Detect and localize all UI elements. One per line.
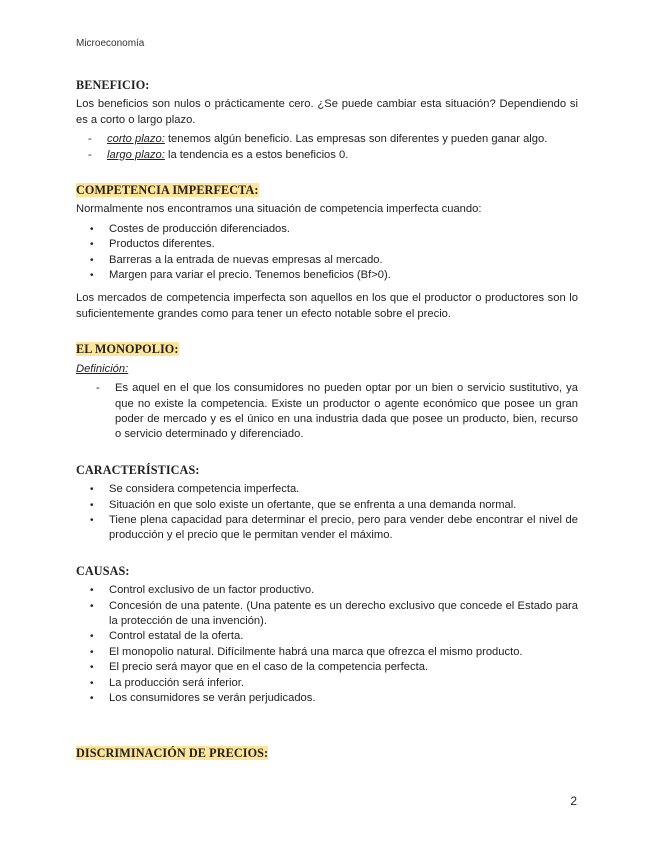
- list-item: • La producción será inferior.: [76, 676, 578, 691]
- page-number: 2: [570, 794, 577, 808]
- competencia-closing: Los mercados de competencia imperfecta son aquellos en los que el productor o productores son lo suficientemente grandes como para tener un efecto notable sobre el precio.: [76, 292, 578, 320]
- list-item: - Es aquel en el que los consumidores no pueden optar por un bien o servicio sustitutivo, ya que no existe la competencia. Existe un productor o agente económico que posee un gran poder de mercado y es el único en una industria dada que posee un producto, bien, recurso o servicio determinado y diferenciado.: [76, 381, 578, 443]
- list-item: • Margen para variar el precio. Tenemos beneficios (Bf>0).: [76, 268, 578, 283]
- running-header: Microeconomía: [76, 38, 145, 49]
- beneficio-list: [76, 132, 578, 163]
- list-item: • Costes de producción diferenciados.: [76, 222, 578, 237]
- heading-competencia-imperfecta: COMPETENCIA IMPERFECTA:: [76, 183, 259, 198]
- list-item: • Concesión de una patente. (Una patente es un derecho exclusivo que concede el Estado para la protección de una invención).: [76, 599, 578, 630]
- list-item: • El precio será mayor que en el caso de la competencia perfecta.: [76, 660, 578, 675]
- heading-causas: CAUSAS:: [76, 563, 130, 578]
- list-item: • Productos diferentes.: [76, 237, 578, 252]
- page-content: [76, 78, 578, 762]
- list-item: • Control estatal de la oferta.: [76, 629, 578, 644]
- definition-list: [76, 381, 578, 443]
- list-item: • Tiene plena capacidad para determinar el precio, pero para vender debe encontrar el nivel de producción y el precio que le permitan vender el máximo.: [76, 513, 578, 544]
- caracteristicas-list: [76, 482, 578, 544]
- list-item: • Control exclusivo de un factor productivo.: [76, 583, 578, 598]
- list-item: - corto plazo: tenemos algún beneficio. Las empresas son diferentes y pueden ganar algo.: [76, 132, 578, 147]
- heading-beneficio: BENEFICIO:: [76, 78, 150, 92]
- causas-list: [76, 583, 578, 706]
- list-item: - largo plazo: la tendencia es a estos beneficios 0.: [76, 148, 578, 163]
- heading-caracteristicas: CARACTERÍSTICAS:: [76, 462, 200, 477]
- heading-discriminacion-precios: DISCRIMINACIÓN DE PRECIOS:: [76, 746, 269, 761]
- list-item: • El monopolio natural. Difícilmente habrá una marca que ofrezca el mismo producto.: [76, 645, 578, 660]
- competencia-intro: Normalmente nos encontramos una situación de competencia imperfecta cuando:: [76, 203, 482, 216]
- list-item: • Se considera competencia imperfecta.: [76, 482, 578, 497]
- heading-monopolio: EL MONOPOLIO:: [76, 342, 179, 357]
- beneficio-intro: Los beneficios son nulos o prácticamente cero. ¿Se puede cambiar esta situación? Dependiendo si es a corto o largo plazo.: [76, 98, 578, 126]
- definition-label: Definición:: [76, 362, 129, 375]
- competencia-list: [76, 222, 578, 284]
- list-item: • Barreras a la entrada de nuevas empresas al mercado.: [76, 253, 578, 268]
- list-item: • Los consumidores se verán perjudicados.: [76, 691, 578, 706]
- list-item: • Situación en que solo existe un ofertante, que se enfrenta a una demanda normal.: [76, 498, 578, 513]
